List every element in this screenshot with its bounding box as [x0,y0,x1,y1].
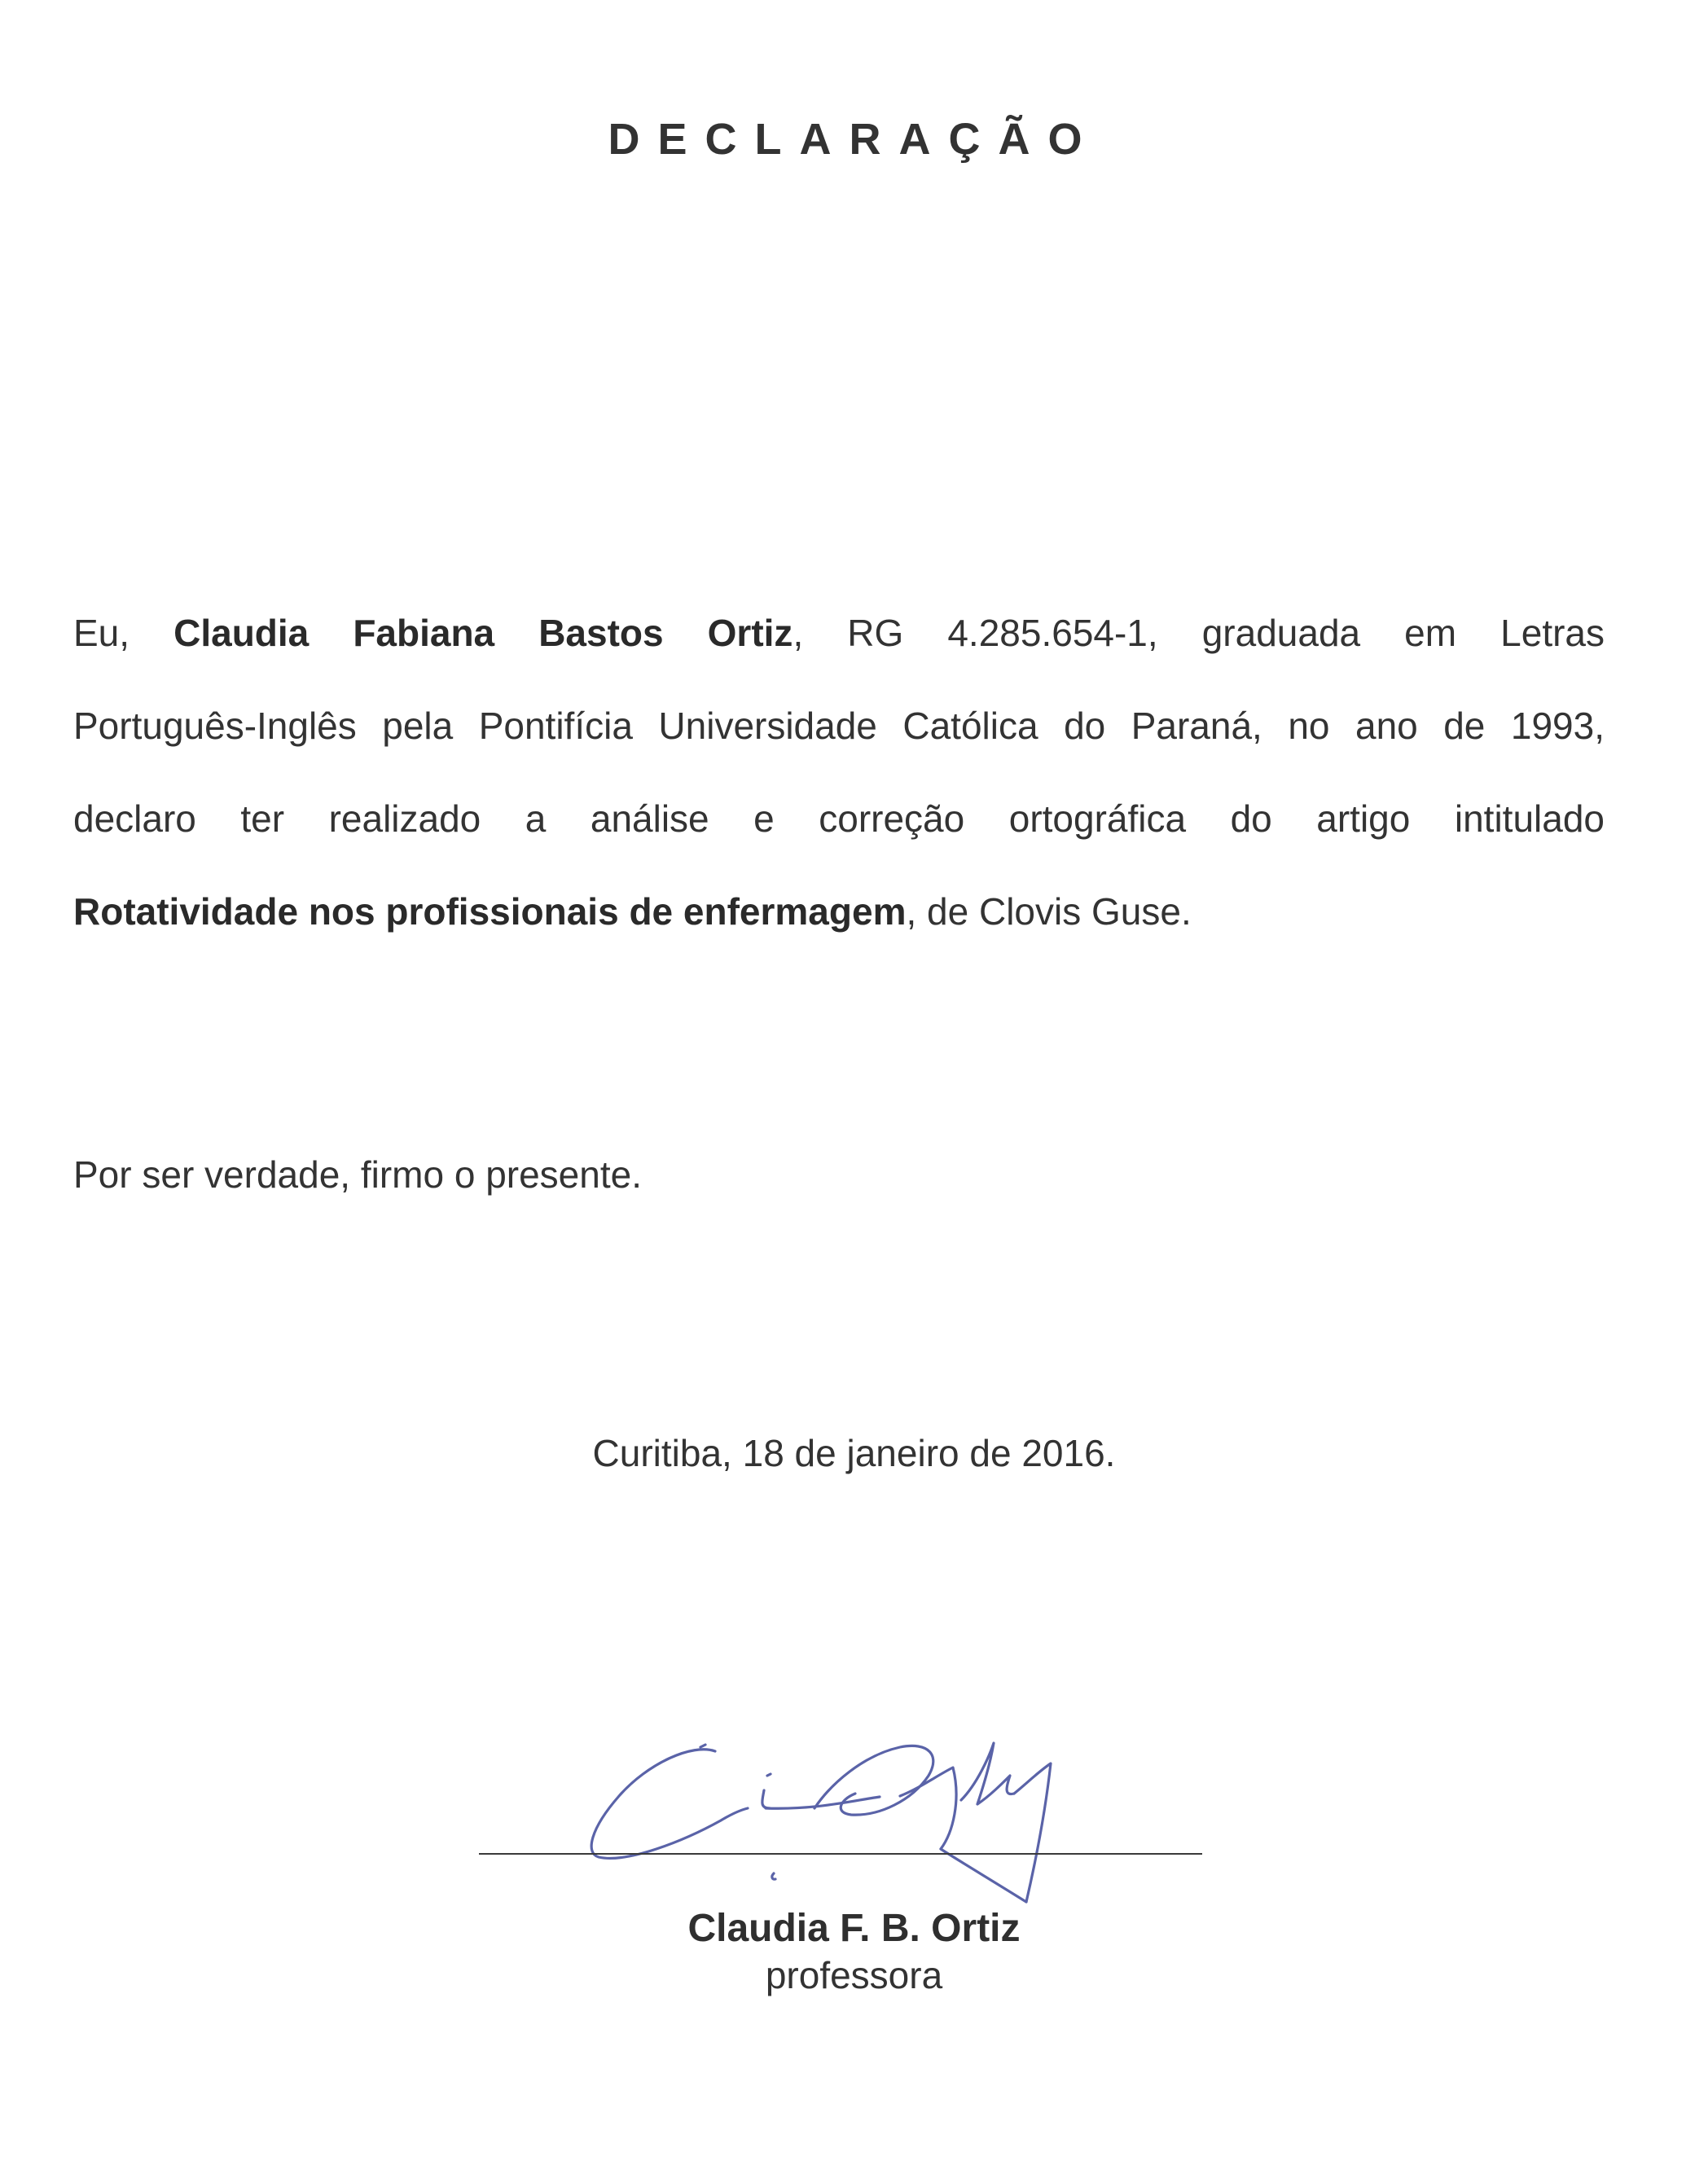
document-title: DECLARAÇÃO [608,115,1100,164]
article-title: Rotatividade nos profissionais de enfermagem [73,890,907,933]
declaration-paragraph [73,586,1605,958]
line1-prefix: Eu, [73,612,130,654]
paragraph-line-4 [73,865,1605,958]
place-and-date: Curitiba, 18 de janeiro de 2016. [592,1432,1116,1474]
paragraph-line-2: Português-Inglês pela Pontifícia Universidade Católica do Paraná, no ano de 1993, [73,705,1605,747]
signer-name: Claudia F. B. Ortiz [687,1907,1021,1950]
declarant-name: Claudia Fabiana Bastos Ortiz [173,612,793,654]
signer-role: professora [765,1954,943,1996]
paragraph-line-3: declaro ter realizado a análise e correção ortográfica do artigo intitulado [73,797,1605,840]
handwritten-signature [570,1719,1108,1906]
line1-suffix: , RG 4.285.654-1, graduada em Letras [793,612,1605,654]
signature-line [479,1853,1202,1855]
line4-suffix: , de Clovis Guse. [906,890,1192,933]
closing-statement: Por ser verdade, firmo o presente. [73,1153,642,1196]
paragraph-line-1 [73,586,1605,679]
